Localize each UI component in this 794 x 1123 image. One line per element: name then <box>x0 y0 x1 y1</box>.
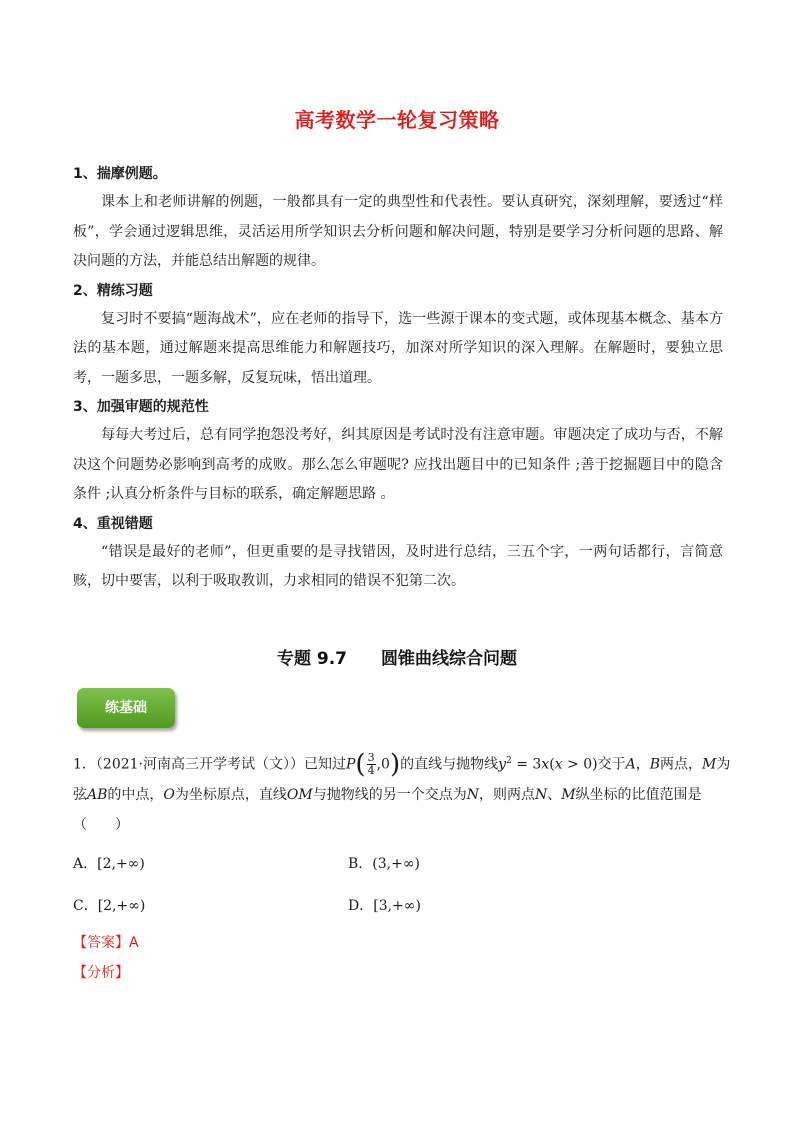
question-text: 为 <box>716 756 731 773</box>
option-value: [2,+∞) <box>97 898 146 914</box>
option-label: C． <box>73 898 98 914</box>
section-2 <box>73 277 723 394</box>
math-text: > 0) <box>562 756 598 773</box>
math-var: y <box>498 756 507 773</box>
section-paragraph: 每每大考过后，总有同学抱怨没考好，纠其原因是考试时没有注意审题。审题决定了成功与否，不解决这个问题势必影响到高考的成败。那么怎么审题呢? 应找出题目中的已知条件 ;善于挖掘题目中的隐含条件 ;认真分析条件与目标的联系，确定解题思路 。 <box>73 427 723 502</box>
answer-label: 【答案】 <box>73 935 129 951</box>
page-title: 高考数学一轮复习策略 <box>294 108 500 132</box>
math-var: x <box>554 756 563 773</box>
math-exponent: 2 <box>506 756 512 766</box>
math-text: ,0 <box>376 756 390 773</box>
question-text: ，则两点 <box>478 787 535 803</box>
question-text: 与抛物线的另一个交点为 <box>312 787 467 803</box>
question-text: 的直线与抛物线 <box>400 756 499 773</box>
math-var: O <box>163 787 175 803</box>
math-var: OM <box>286 787 313 803</box>
math-text: = 3 <box>511 756 542 773</box>
fraction <box>367 752 376 777</box>
section-paragraph: 课本上和老师讲解的例题，一般都具有一定的典型性和代表性。要认真研究，深刻理解，要透过“样板”，学会通过逻辑思维，灵活运用所学知识去分析问题和解决问题，特别是要学习分析问题的思路、解决问题的方法，并能总结出解题的规律。 <box>73 194 723 269</box>
answer-value: A <box>129 935 139 951</box>
answer-line <box>73 931 139 955</box>
section-4 <box>73 510 723 597</box>
option-value: (3,+∞) <box>372 856 420 872</box>
option-label: A． <box>73 856 98 872</box>
section-3 <box>73 393 723 510</box>
question-text: 、 <box>547 787 562 803</box>
question-1-line-2 <box>73 780 733 810</box>
option-b[interactable] <box>348 852 420 876</box>
math-var: AB <box>87 787 108 803</box>
section-paragraph: 复习时不要搞“题海战术”，应在老师的指导下，选一些源于课本的变式题，或体现基本概念、基本方法的基本题，通过解题来提高思维能力和解题技巧，加深对所学知识的深入理解。在解题时，要独立思考，一题多思，一题多解，反复玩味，悟出道理。 <box>73 310 723 386</box>
question-text: 的中点， <box>107 787 164 803</box>
paren-open: ( <box>355 749 366 780</box>
topic-number: 专题 9.7 <box>276 649 348 669</box>
question-text: 为坐标原点，直线 <box>174 787 287 803</box>
math-var: N <box>466 787 479 803</box>
math-var: M <box>702 756 717 773</box>
option-a[interactable] <box>73 852 145 876</box>
option-value: [3,+∞) <box>373 898 421 914</box>
section-heading: 3、加强审题的规范性 <box>73 399 209 415</box>
question-text: 纵坐标的比值范围是 <box>575 787 702 803</box>
math-var: N <box>534 787 548 803</box>
option-value: [2,+∞) <box>97 856 145 872</box>
fraction-numerator: 3 <box>367 751 375 765</box>
topic-title <box>0 644 794 669</box>
math-text: ( <box>549 756 555 773</box>
strategy-sections <box>73 160 723 597</box>
option-label: D． <box>348 898 374 914</box>
math-var: M <box>561 787 576 803</box>
option-d[interactable] <box>348 894 421 918</box>
question-text: 弦 <box>73 787 87 803</box>
question-text: 两点， <box>660 756 702 773</box>
section-heading: 1、揣摩例题。 <box>73 166 167 182</box>
question-text: 交于 <box>597 756 626 773</box>
option-label: B． <box>348 856 373 872</box>
math-var: x <box>541 756 550 773</box>
math-var: P <box>346 756 356 773</box>
option-c[interactable] <box>73 894 145 918</box>
topic-name: 圆锥曲线综合问题 <box>381 649 518 669</box>
question-text: 1．（2021·河南高三开学考试（文））已知过 <box>73 756 346 773</box>
section-heading: 2、精练习题 <box>73 282 153 299</box>
question-text: ， <box>635 756 650 773</box>
section-paragraph: “错误是最好的老师”，但更重要的是寻找错因，及时进行总结，三五个字，一两句话都行，言简意赅，切中要害，以利于吸取教训，力求相同的错误不犯第二次。 <box>73 543 723 589</box>
paren-close: ) <box>389 749 401 780</box>
math-var: B <box>649 756 660 773</box>
math-var: A <box>625 756 636 773</box>
question-1-line-1 <box>73 746 733 780</box>
section-heading: 4、重视错题 <box>73 515 153 532</box>
question-1-blank: （ ） <box>73 817 129 833</box>
analysis-label: 【分析】 <box>73 965 129 981</box>
practice-basics-badge: 练基础 <box>77 688 175 728</box>
fraction-denominator: 4 <box>367 764 375 778</box>
section-1 <box>73 160 723 277</box>
